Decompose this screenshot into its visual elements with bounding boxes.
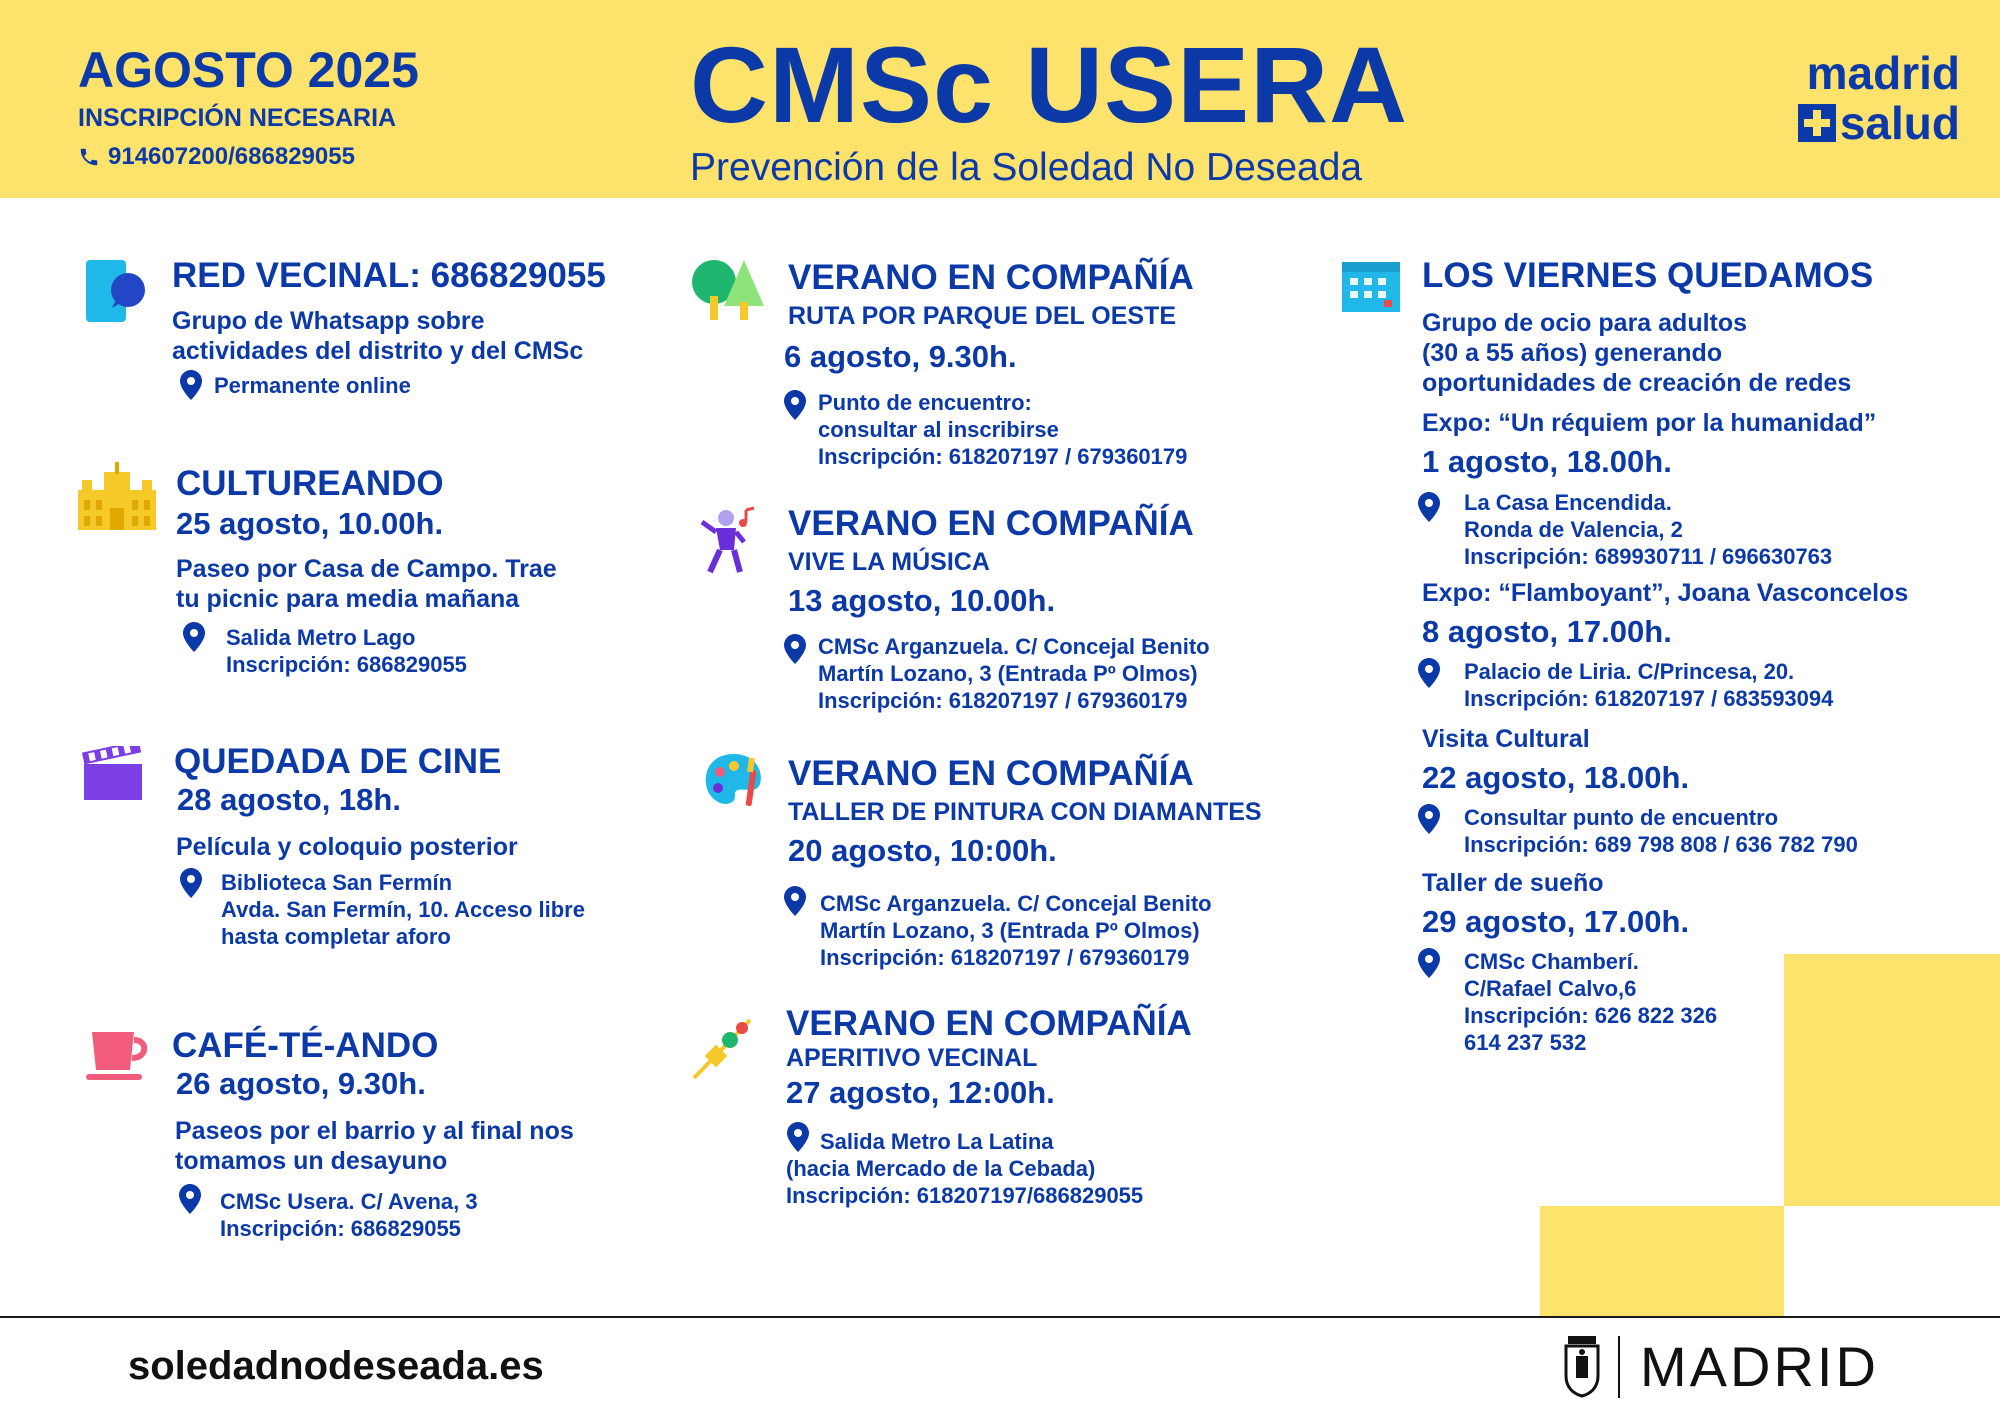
cultureando-loc-2: Inscripción: 686829055: [226, 652, 467, 677]
red-vecinal-title: RED VECINAL: 686829055: [172, 256, 606, 295]
cafe-desc-1: Paseos por el barrio y al final nos: [175, 1117, 574, 1145]
location-pin-icon: [1418, 658, 1440, 688]
event4-date: 29 agosto, 17.00h.: [1422, 904, 1690, 939]
clapperboard-icon: [82, 746, 146, 802]
aperitivo-loc-3: Inscripción: 618207197/686829055: [786, 1183, 1144, 1208]
cultureando-location: [226, 624, 467, 678]
aperitivo-block: [786, 1004, 1192, 1111]
event3-loc-1: Consultar punto de encuentro: [1464, 805, 1779, 830]
parque-title: VERANO EN COMPAÑÍA: [788, 258, 1194, 297]
cine-block: [174, 742, 518, 862]
calendar-icon: [1340, 258, 1402, 314]
phone-icon: [78, 146, 100, 168]
musica-block: [788, 504, 1194, 619]
cine-loc-3: hasta completar aforo: [221, 924, 451, 949]
location-pin-icon: [180, 370, 202, 400]
pintura-loc-3: Inscripción: 618207197 / 679360179: [820, 945, 1190, 970]
musica-loc-1: CMSc Arganzuela. C/ Concejal Benito: [818, 634, 1210, 659]
footer-divider: [0, 1316, 2000, 1318]
event2-date: 8 agosto, 17.00h.: [1422, 614, 1672, 649]
paint-palette-icon: [702, 750, 766, 812]
viernes-title: LOS VIERNES QUEDAMOS: [1422, 256, 1874, 295]
event4-block: [1422, 868, 1689, 940]
inscription-notice: INSCRIPCIÓN NECESARIA: [78, 104, 397, 132]
event1-loc-2: Ronda de Valencia, 2: [1464, 517, 1683, 542]
parque-date: 6 agosto, 9.30h.: [784, 339, 1017, 374]
event1-loc-1: La Casa Encendida.: [1464, 490, 1672, 515]
location-pin-icon: [179, 1184, 201, 1214]
page-subtitle: Prevención de la Soledad No Deseada: [690, 146, 1363, 189]
parque-loc-3: Inscripción: 618207197 / 679360179: [818, 444, 1188, 469]
viernes-desc-1: Grupo de ocio para adultos: [1422, 309, 1748, 337]
parque-loc-2: consultar al inscribirse: [818, 417, 1059, 442]
pintura-title: VERANO EN COMPAÑÍA: [788, 754, 1194, 793]
cultureando-loc-1: Salida Metro Lago: [226, 625, 416, 650]
cine-loc-2: Avda. San Fermín, 10. Acceso libre: [221, 897, 585, 922]
parque-loc-1: Punto de encuentro:: [818, 390, 1032, 415]
location-pin-icon: [1418, 804, 1440, 834]
cafe-location: [220, 1188, 478, 1242]
event3-location: [1464, 804, 1858, 858]
footer-logo-separator: [1618, 1336, 1620, 1398]
musica-subtitle: VIVE LA MÚSICA: [788, 548, 990, 576]
madrid-city-logo: [1562, 1334, 1879, 1399]
musica-loc-3: Inscripción: 618207197 / 679360179: [818, 688, 1188, 713]
location-pin-icon: [784, 390, 806, 420]
pintura-location: [820, 890, 1212, 971]
parque-block: [784, 258, 1194, 375]
decorative-block-upper: [1784, 954, 2000, 1206]
cafe-loc-1: CMSc Usera. C/ Avena, 3: [220, 1189, 478, 1214]
aperitivo-subtitle: APERITIVO VECINAL: [786, 1044, 1038, 1072]
madrid-salud-logo: [1798, 48, 1960, 148]
event2-loc-2: Inscripción: 618207197 / 683593094: [1464, 686, 1834, 711]
dancer-music-icon: [700, 506, 758, 578]
event4-loc-1: CMSc Chamberí.: [1464, 949, 1639, 974]
viernes-desc-2: (30 a 55 años) generando: [1422, 339, 1723, 367]
event4-loc-3: Inscripción: 626 822 326: [1464, 1003, 1718, 1028]
cafe-block: [172, 1026, 574, 1176]
skewer-icon: [690, 1016, 754, 1082]
pintura-loc-2: Martín Lozano, 3 (Entrada Pº Olmos): [820, 918, 1200, 943]
location-pin-icon: [784, 634, 806, 664]
brand-line2: salud: [1839, 97, 1960, 149]
event3-date: 22 agosto, 18.00h.: [1422, 760, 1690, 795]
header-title-block: [690, 24, 1409, 190]
month-heading: AGOSTO 2025: [78, 42, 419, 98]
red-vecinal-desc-2: actividades del distrito y del CMSc: [172, 337, 584, 365]
musica-location: [818, 633, 1210, 714]
footer-url[interactable]: soledadnodeseada.es: [128, 1344, 544, 1388]
header-phone: [78, 143, 419, 171]
cine-location: [221, 869, 585, 950]
event1-date: 1 agosto, 18.00h.: [1422, 444, 1672, 479]
red-vecinal-block: [172, 256, 606, 366]
cafe-loc-2: Inscripción: 686829055: [220, 1216, 461, 1241]
madrid-wordmark: MADRID: [1640, 1335, 1879, 1398]
event3-name: Visita Cultural: [1422, 725, 1590, 753]
event1-name: Expo: “Un réquiem por la humanidad”: [1422, 409, 1877, 437]
location-pin-icon: [180, 868, 202, 898]
aperitivo-title: VERANO EN COMPAÑÍA: [786, 1004, 1192, 1043]
viernes-desc-3: oportunidades de creación de redes: [1422, 369, 1852, 397]
musica-date: 13 agosto, 10.00h.: [788, 583, 1056, 618]
event2-location: [1464, 658, 1833, 712]
viernes-block: [1422, 256, 1876, 480]
event3-block: [1422, 724, 1689, 796]
cafe-date: 26 agosto, 9.30h.: [176, 1066, 426, 1101]
event1-location: [1464, 489, 1832, 570]
coat-of-arms-icon: [1562, 1336, 1602, 1398]
red-vecinal-location: Permanente online: [214, 373, 411, 398]
event2-block: [1422, 578, 1908, 650]
aperitivo-loc-1: Salida Metro La Latina: [820, 1129, 1054, 1154]
parque-location: [818, 389, 1187, 470]
location-pin-icon: [183, 622, 205, 652]
musica-title: VERANO EN COMPAÑÍA: [788, 504, 1194, 543]
event3-loc-2: Inscripción: 689 798 808 / 636 782 790: [1464, 832, 1858, 857]
event2-loc-1: Palacio de Liria. C/Princesa, 20.: [1464, 659, 1795, 684]
palace-icon: [74, 462, 160, 532]
header-banner: [0, 0, 2000, 198]
decorative-block-lower: [1540, 1206, 1784, 1316]
cultureando-title: CULTUREANDO: [176, 464, 444, 503]
cafe-title: CAFÉ-TÉ-ANDO: [172, 1026, 439, 1065]
cine-title: QUEDADA DE CINE: [174, 742, 502, 781]
pintura-block: [788, 754, 1262, 869]
event2-name: Expo: “Flamboyant”, Joana Vasconcelos: [1422, 579, 1909, 607]
event4-loc-2: C/Rafael Calvo,6: [1464, 976, 1637, 1001]
parque-subtitle: RUTA POR PARQUE DEL OESTE: [788, 302, 1177, 330]
location-pin-icon: [1418, 948, 1440, 978]
pintura-loc-1: CMSc Arganzuela. C/ Concejal Benito: [820, 891, 1212, 916]
cross-icon: [1798, 104, 1836, 142]
aperitivo-location: [786, 1128, 1143, 1209]
location-pin-icon: [1418, 492, 1440, 522]
event1-loc-3: Inscripción: 689930711 / 696630763: [1464, 544, 1833, 569]
coffee-cup-icon: [86, 1030, 152, 1084]
phone-chat-icon: [84, 258, 148, 324]
musica-loc-2: Martín Lozano, 3 (Entrada Pº Olmos): [818, 661, 1198, 686]
cafe-desc-2: tomamos un desayuno: [175, 1147, 448, 1175]
red-vecinal-desc-1: Grupo de Whatsapp sobre: [172, 307, 485, 335]
cine-date: 28 agosto, 18h.: [177, 782, 401, 817]
cultureando-date: 25 agosto, 10.00h.: [176, 506, 444, 541]
cultureando-desc-1: Paseo por Casa de Campo. Trae: [176, 555, 557, 583]
pintura-date: 20 agosto, 10:00h.: [788, 833, 1057, 868]
location-pin-icon: [784, 886, 806, 916]
pintura-subtitle: TALLER DE PINTURA CON DIAMANTES: [788, 798, 1262, 826]
page-title: CMSc USERA: [690, 24, 1409, 145]
cultureando-desc-2: tu picnic para media mañana: [176, 585, 520, 613]
brand-line1: madrid: [1806, 47, 1960, 99]
cine-desc-1: Película y coloquio posterior: [176, 833, 518, 861]
cine-loc-1: Biblioteca San Fermín: [221, 870, 453, 895]
event4-loc-4: 614 237 532: [1464, 1030, 1587, 1055]
phone-number: 914607200/686829055: [108, 143, 355, 170]
trees-icon: [690, 256, 766, 322]
event4-name: Taller de sueño: [1422, 869, 1604, 897]
header-info: [78, 42, 419, 171]
cultureando-block: [176, 464, 557, 614]
event4-location: [1464, 948, 1717, 1056]
aperitivo-loc-2: (hacia Mercado de la Cebada): [786, 1156, 1096, 1181]
aperitivo-date: 27 agosto, 12:00h.: [786, 1075, 1055, 1110]
